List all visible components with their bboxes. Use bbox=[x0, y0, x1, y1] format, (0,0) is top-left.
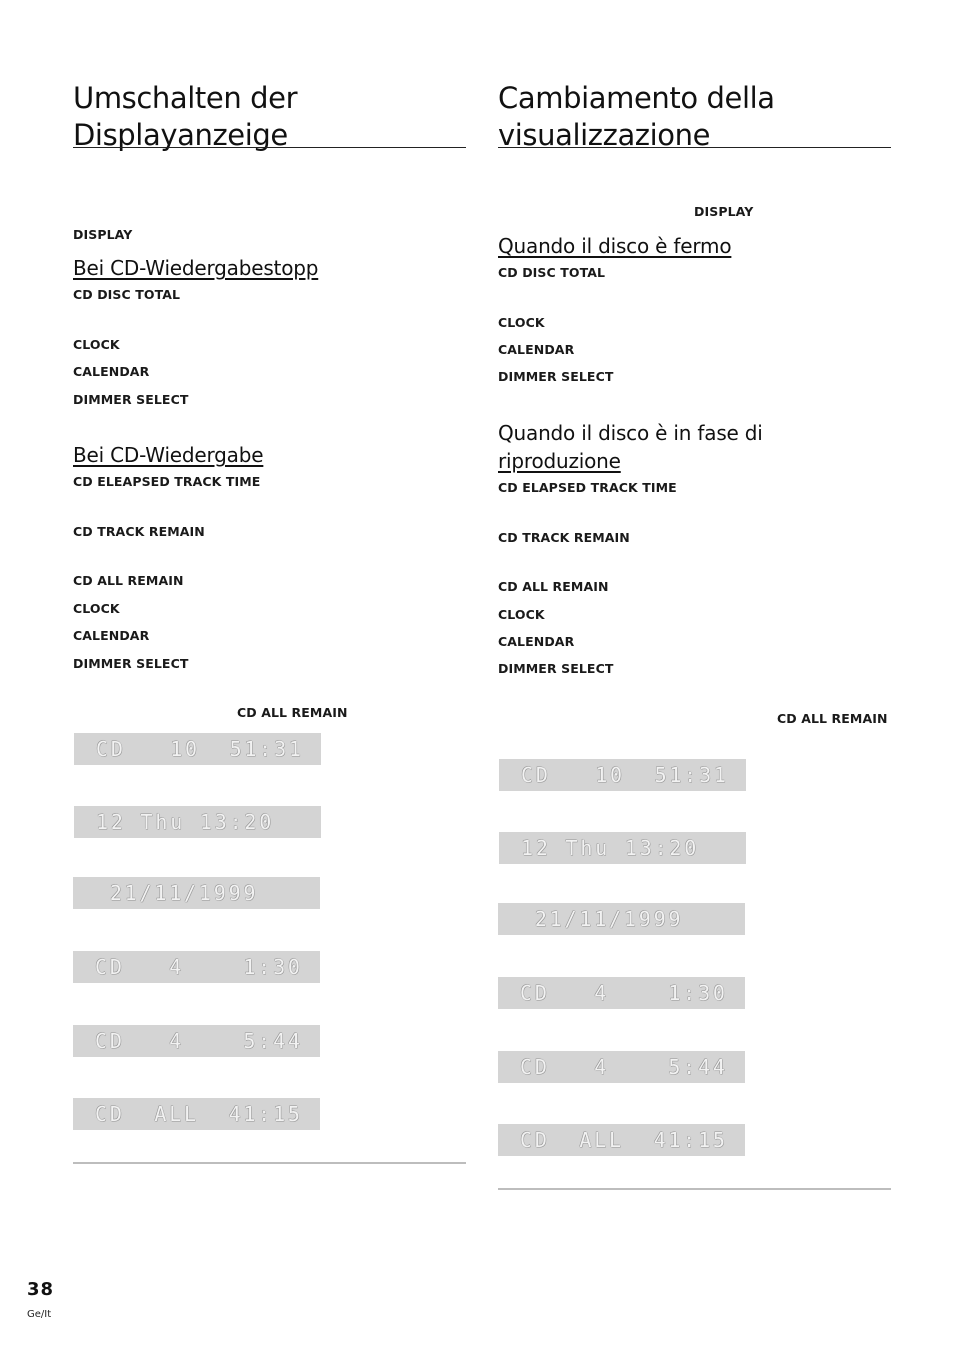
lcd-display: CD 10 51:31 bbox=[499, 759, 746, 791]
section-heading-play: Bei CD-Wiedergabe bbox=[73, 443, 264, 467]
lcd-display: 21/11/1999 bbox=[498, 903, 745, 935]
lcd-display: CD ALL 41:15 bbox=[73, 1098, 320, 1130]
lcd-display: 12 Thu 13:20 bbox=[499, 832, 746, 864]
lcd-display: CD 10 51:31 bbox=[74, 733, 321, 765]
display-button-label: DISPLAY bbox=[694, 204, 754, 219]
section-heading-stop: Bei CD-Wiedergabestopp bbox=[73, 256, 319, 280]
lcd-display: 12 Thu 13:20 bbox=[74, 806, 321, 838]
section-heading-play bbox=[498, 419, 763, 475]
mode-item: CD TRACK REMAIN bbox=[498, 530, 630, 545]
title-underline bbox=[73, 147, 466, 148]
mode-item: CD DISC TOTAL bbox=[73, 287, 181, 302]
remain-label: CD ALL REMAIN bbox=[777, 711, 888, 726]
mode-item: CD ALL REMAIN bbox=[498, 579, 609, 594]
lcd-display: CD 4 5:44 bbox=[498, 1051, 745, 1083]
mode-item: CLOCK bbox=[73, 337, 120, 352]
remain-label: CD ALL REMAIN bbox=[237, 705, 348, 720]
mode-item: CD ELAPSED TRACK TIME bbox=[498, 480, 677, 495]
mode-item: DIMMER SELECT bbox=[73, 392, 189, 407]
mode-item: CD ALL REMAIN bbox=[73, 573, 184, 588]
mode-item: CALENDAR bbox=[73, 628, 150, 643]
lcd-display: 21/11/1999 bbox=[73, 877, 320, 909]
mode-item: CD DISC TOTAL bbox=[498, 265, 606, 280]
lcd-display: CD 4 1:30 bbox=[498, 977, 745, 1009]
title-line-1: Cambiamento della bbox=[498, 81, 775, 115]
mode-item: CALENDAR bbox=[498, 342, 575, 357]
mode-item: DIMMER SELECT bbox=[73, 656, 189, 671]
page-number: 38 bbox=[27, 1279, 55, 1300]
page-title-german bbox=[73, 80, 297, 154]
mode-item: CALENDAR bbox=[498, 634, 575, 649]
mode-item: CLOCK bbox=[498, 607, 545, 622]
mode-item: CALENDAR bbox=[73, 364, 150, 379]
heading-line-1: Quando il disco è in fase di bbox=[498, 421, 763, 445]
lcd-display: CD ALL 41:15 bbox=[498, 1124, 745, 1156]
title-line-2: Displayanzeige bbox=[73, 118, 288, 152]
title-line-1: Umschalten der bbox=[73, 81, 298, 115]
language-code: Ge/It bbox=[27, 1309, 52, 1320]
display-button-label: DISPLAY bbox=[73, 227, 133, 242]
mode-item: DIMMER SELECT bbox=[498, 369, 614, 384]
heading-line-2: riproduzione bbox=[498, 449, 621, 473]
mode-item: CD TRACK REMAIN bbox=[73, 524, 205, 539]
section-divider bbox=[498, 1188, 891, 1190]
lcd-display: CD 4 1:30 bbox=[73, 951, 320, 983]
page-title-italian bbox=[498, 80, 775, 154]
section-heading-stop: Quando il disco è fermo bbox=[498, 234, 732, 258]
title-line-2: visualizzazione bbox=[498, 118, 711, 152]
mode-item: CLOCK bbox=[73, 601, 120, 616]
mode-item: CD ELEAPSED TRACK TIME bbox=[73, 474, 261, 489]
title-underline bbox=[498, 147, 891, 148]
lcd-display: CD 4 5:44 bbox=[73, 1025, 320, 1057]
mode-item: DIMMER SELECT bbox=[498, 661, 614, 676]
section-divider bbox=[73, 1162, 466, 1164]
mode-item: CLOCK bbox=[498, 315, 545, 330]
